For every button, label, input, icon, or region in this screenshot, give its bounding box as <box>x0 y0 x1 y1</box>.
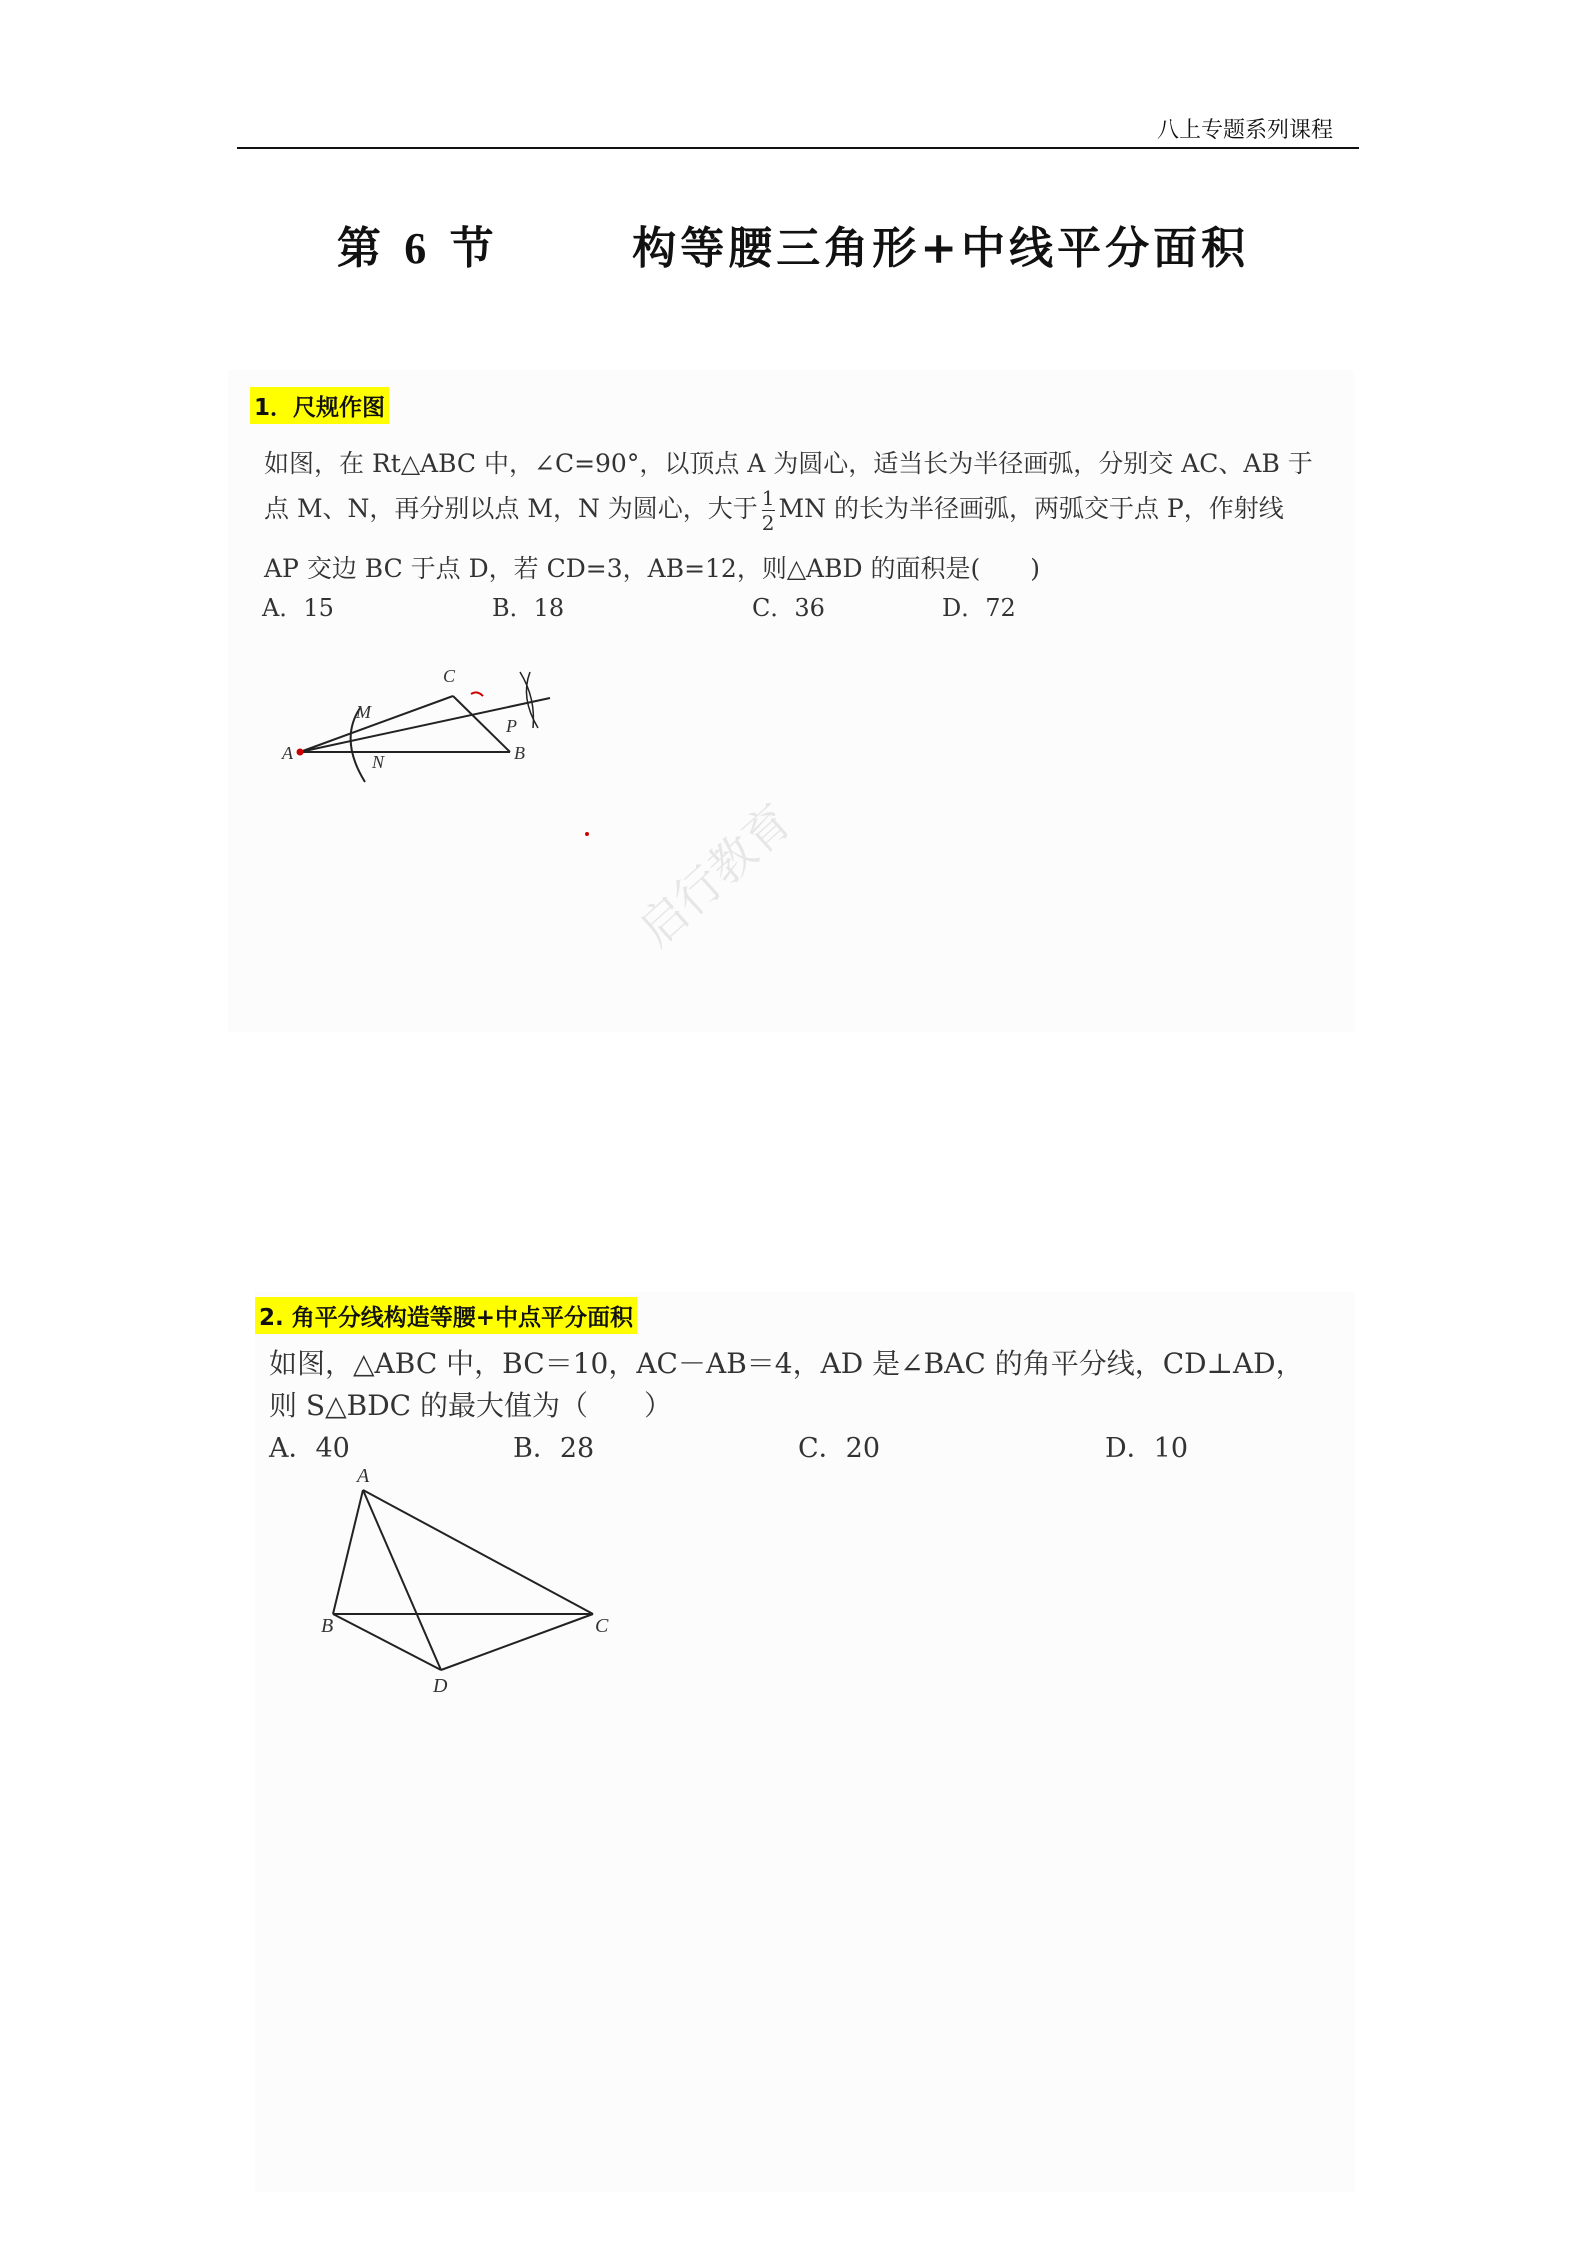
label-n: N <box>372 752 385 772</box>
title-section-suffix: 节 <box>449 223 498 274</box>
red-mark <box>471 692 483 696</box>
segment-ad <box>363 1490 441 1670</box>
question-1-option-c[interactable]: C．36 <box>752 594 825 622</box>
question-1-line-3: AP 交边 BC 于点 D，若 CD=3，AB=12，则△ABD 的面积是( ) <box>264 554 1040 583</box>
question-1-figure <box>268 620 588 790</box>
question-2-line-2: 则 S△BDC 的最大值为（ ） <box>269 1389 672 1422</box>
header-rule <box>237 147 1359 149</box>
question-1-option-a[interactable]: A．15 <box>262 594 334 622</box>
title-topic: 构等腰三角形+中线平分面积 <box>632 223 1250 274</box>
question-2-block <box>255 1292 1355 2192</box>
fraction-numerator: 1 <box>761 486 775 510</box>
page-title <box>0 212 1586 276</box>
label-a: A <box>282 743 293 763</box>
label-c: C <box>595 1615 609 1637</box>
question-1-line-2-pre: 点 M、N，再分别以点 M，N 为圆心，大于 <box>264 494 758 523</box>
watermark-text: 启行教育 <box>629 793 802 957</box>
question-1-block <box>228 370 1354 1032</box>
fraction-denominator: 2 <box>761 511 775 535</box>
question-1-option-d[interactable]: D．72 <box>942 594 1016 622</box>
fraction-one-half <box>762 488 775 533</box>
side-ab <box>333 1490 363 1614</box>
label-b: B <box>321 1615 334 1637</box>
label-d: D <box>433 1675 448 1697</box>
question-2-option-a[interactable]: A．40 <box>269 1433 350 1464</box>
red-dot <box>585 832 589 836</box>
course-series-label: 八上专题系列课程 <box>1156 118 1333 143</box>
title-section-prefix: 第 <box>336 223 385 274</box>
label-a: A <box>357 1465 370 1487</box>
segment-cd <box>441 1614 593 1670</box>
side-bc <box>453 696 510 752</box>
question-1-option-b[interactable]: B．18 <box>492 594 565 622</box>
question-2-option-b[interactable]: B．28 <box>513 1433 595 1464</box>
question-2-figure <box>315 1462 615 1702</box>
label-p: P <box>506 716 517 736</box>
question-2-option-c[interactable]: C．20 <box>798 1433 881 1464</box>
question-1-heading: 1．尺规作图 <box>250 387 389 424</box>
question-2-line-1: 如图，△ABC 中，BC＝10，AC－AB＝4，AD 是∠BAC 的角平分线，CD⊥AD， <box>269 1347 1304 1380</box>
label-m: M <box>356 702 371 722</box>
side-ac <box>363 1490 593 1614</box>
question-2-option-d[interactable]: D．10 <box>1105 1433 1189 1464</box>
question-1-line-1: 如图，在 Rt△ABC 中，∠C=90°，以顶点 A 为圆心，适当长为半径画弧，分别交 AC、AB 于 <box>264 449 1313 478</box>
question-2-heading: 2. 角平分线构造等腰+中点平分面积 <box>255 1297 637 1334</box>
label-b: B <box>514 743 525 763</box>
question-1-line-2 <box>264 488 1284 533</box>
title-section-number: 6 <box>404 224 431 273</box>
point-a-dot <box>297 749 304 756</box>
label-c: C <box>443 666 456 686</box>
question-1-line-2-post: MN 的长为半径画弧，两弧交于点 P，作射线 <box>778 494 1284 523</box>
segment-bd <box>333 1614 441 1670</box>
